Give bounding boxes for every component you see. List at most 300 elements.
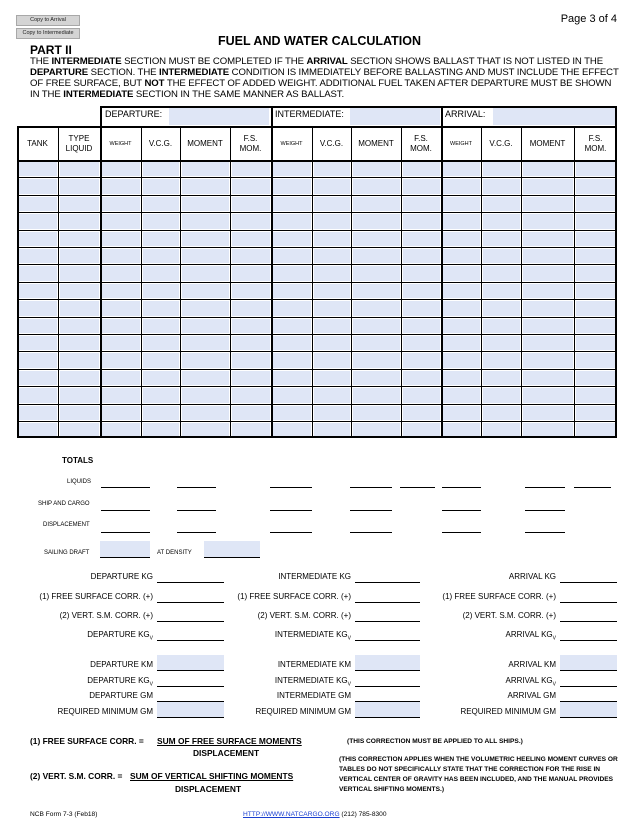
table-cell[interactable] (403, 353, 440, 367)
table-cell[interactable] (523, 388, 573, 402)
table-cell[interactable] (143, 388, 179, 402)
table-cell[interactable] (576, 319, 616, 333)
table-cell[interactable] (143, 336, 179, 350)
table-cell[interactable] (523, 162, 573, 176)
table-cell[interactable] (443, 249, 480, 263)
table-cell[interactable] (273, 406, 311, 420)
totals-field[interactable] (525, 510, 565, 511)
table-cell[interactable] (182, 319, 229, 333)
arrival-req-gm-field[interactable] (560, 717, 617, 718)
table-cell[interactable] (273, 266, 311, 280)
totals-field[interactable] (525, 532, 565, 533)
table-cell[interactable] (102, 336, 140, 350)
departure-fs-corr-field[interactable] (157, 602, 224, 603)
table-cell[interactable] (60, 301, 99, 315)
table-cell[interactable] (443, 336, 480, 350)
ship-and-cargo-label: SHIP AND CARGO (38, 501, 90, 507)
arrival-fs-corr-field[interactable] (560, 602, 617, 603)
table-cell[interactable] (403, 266, 440, 280)
column-divider (521, 126, 522, 438)
table-cell[interactable] (314, 197, 350, 211)
table-cell[interactable] (483, 162, 520, 176)
table-cell[interactable] (19, 284, 57, 298)
table-cell[interactable] (182, 388, 229, 402)
row-divider (17, 230, 617, 231)
table-cell[interactable] (60, 179, 99, 193)
table-cell[interactable] (273, 388, 311, 402)
totals-field[interactable] (574, 487, 611, 488)
table-cell[interactable] (60, 319, 99, 333)
departure-km-field[interactable] (157, 670, 224, 671)
table-cell[interactable] (523, 406, 573, 420)
departure-req-gm-input[interactable] (157, 702, 224, 717)
table-cell[interactable] (143, 353, 179, 367)
table-cell[interactable] (232, 353, 270, 367)
arrival-kgv-b-field[interactable] (560, 686, 617, 687)
table-cell[interactable] (232, 162, 270, 176)
table-cell[interactable] (232, 388, 270, 402)
table-cell[interactable] (403, 232, 440, 246)
table-cell[interactable] (523, 319, 573, 333)
table-cell[interactable] (182, 214, 229, 228)
intermediate-fs-corr-label: (1) FREE SURFACE CORR. (+) (237, 592, 351, 601)
table-cell[interactable] (483, 232, 520, 246)
table-cell[interactable] (273, 249, 311, 263)
totals-field[interactable] (101, 510, 150, 511)
totals-field[interactable] (177, 487, 216, 488)
intermediate-kg-field[interactable] (355, 582, 420, 583)
column-header-vcg: V.C.G. (148, 139, 173, 148)
table-cell[interactable] (273, 284, 311, 298)
table-border (17, 160, 617, 162)
table-cell[interactable] (353, 336, 400, 350)
table-cell[interactable] (60, 371, 99, 385)
table-cell[interactable] (443, 162, 480, 176)
table-cell[interactable] (232, 319, 270, 333)
table-cell[interactable] (576, 249, 616, 263)
table-cell[interactable] (576, 162, 616, 176)
table-cell[interactable] (232, 197, 270, 211)
table-cell[interactable] (523, 179, 573, 193)
table-cell[interactable] (353, 353, 400, 367)
table-cell[interactable] (403, 336, 440, 350)
table-cell[interactable] (353, 162, 400, 176)
table-cell[interactable] (443, 406, 480, 420)
table-cell[interactable] (443, 353, 480, 367)
table-cell[interactable] (19, 319, 57, 333)
table-cell[interactable] (182, 284, 229, 298)
table-cell[interactable] (102, 266, 140, 280)
table-cell[interactable] (483, 353, 520, 367)
arrival-kg-field[interactable] (560, 582, 617, 583)
table-cell[interactable] (102, 388, 140, 402)
table-cell[interactable] (232, 266, 270, 280)
table-cell[interactable] (19, 249, 57, 263)
arrival-km-input[interactable] (560, 655, 617, 670)
table-cell[interactable] (523, 249, 573, 263)
table-cell[interactable] (273, 319, 311, 333)
table-cell[interactable] (403, 371, 440, 385)
table-cell[interactable] (403, 406, 440, 420)
totals-field[interactable] (350, 532, 392, 533)
table-cell[interactable] (523, 353, 573, 367)
totals-field[interactable] (400, 487, 435, 488)
intermediate-req-gm-label: REQUIRED MINIMUM GM (255, 707, 351, 716)
intermediate-kg-label: INTERMEDIATE KG (278, 572, 351, 581)
table-cell[interactable] (314, 301, 350, 315)
table-cell[interactable] (576, 353, 616, 367)
table-cell[interactable] (576, 179, 616, 193)
table-cell[interactable] (483, 266, 520, 280)
table-cell[interactable] (576, 232, 616, 246)
intermediate-req-gm-field[interactable] (355, 717, 420, 718)
table-cell[interactable] (60, 232, 99, 246)
table-cell[interactable] (403, 388, 440, 402)
table-cell[interactable] (182, 197, 229, 211)
totals-field[interactable] (442, 510, 481, 511)
arrival-req-gm-input[interactable] (560, 702, 617, 717)
departure-kgv-b-label: DEPARTURE $KG_V$ (87, 676, 153, 688)
natcargo-link[interactable]: HTTP://WWW.NATCARGO.ORG (243, 811, 340, 818)
arrival-vert-corr-field[interactable] (560, 621, 617, 622)
table-cell[interactable] (182, 371, 229, 385)
totals-field[interactable] (101, 532, 150, 533)
sailing-draft-label: SAILING DRAFT (44, 550, 90, 556)
column-header-type-liquid: TYPE LIQUID (65, 134, 93, 153)
table-cell[interactable] (523, 336, 573, 350)
density-input[interactable] (204, 541, 260, 557)
table-cell[interactable] (60, 197, 99, 211)
table-cell[interactable] (182, 162, 229, 176)
table-cell[interactable] (60, 162, 99, 176)
table-cell[interactable] (60, 214, 99, 228)
table-cell[interactable] (182, 179, 229, 193)
table-cell[interactable] (273, 232, 311, 246)
table-cell[interactable] (273, 371, 311, 385)
table-cell[interactable] (353, 301, 400, 315)
table-cell[interactable] (102, 249, 140, 263)
departure-req-gm-field[interactable] (157, 717, 224, 718)
table-cell[interactable] (60, 284, 99, 298)
table-cell[interactable] (60, 353, 99, 367)
table-cell[interactable] (19, 388, 57, 402)
table-cell[interactable] (403, 319, 440, 333)
arrival-fs-corr-label: (1) FREE SURFACE CORR. (+) (442, 592, 556, 601)
table-cell[interactable] (353, 179, 400, 193)
arrival-kgv-a-field[interactable] (560, 640, 617, 641)
table-cell[interactable] (483, 249, 520, 263)
intermediate-km-field[interactable] (355, 670, 420, 671)
table-cell[interactable] (273, 214, 311, 228)
column-divider (58, 126, 59, 438)
table-cell[interactable] (102, 214, 140, 228)
table-cell[interactable] (19, 179, 57, 193)
table-cell[interactable] (483, 371, 520, 385)
table-cell[interactable] (443, 266, 480, 280)
table-cell[interactable] (483, 406, 520, 420)
table-cell[interactable] (483, 301, 520, 315)
intermediate-kgv-b-field[interactable] (355, 686, 420, 687)
table-cell[interactable] (314, 162, 350, 176)
table-cell[interactable] (60, 266, 99, 280)
arrival-km-label: ARRIVAL KM (508, 660, 556, 669)
column-header-vcg: V.C.G. (319, 139, 344, 148)
table-cell[interactable] (314, 266, 350, 280)
table-cell[interactable] (232, 232, 270, 246)
arrival-km-field[interactable] (560, 670, 617, 671)
table-cell[interactable] (143, 301, 179, 315)
row-divider (17, 282, 617, 283)
table-cell[interactable] (60, 388, 99, 402)
totals-field[interactable] (270, 532, 312, 533)
table-cell[interactable] (523, 284, 573, 298)
table-cell[interactable] (483, 388, 520, 402)
table-cell[interactable] (523, 301, 573, 315)
table-cell[interactable] (353, 371, 400, 385)
intermediate-vert-corr-field[interactable] (355, 621, 420, 622)
table-cell[interactable] (232, 371, 270, 385)
table-cell[interactable] (143, 319, 179, 333)
table-cell[interactable] (523, 197, 573, 211)
copy-to-intermediate-button[interactable]: Copy to Intermediate (16, 28, 80, 39)
departure-gm-label: DEPARTURE GM (89, 691, 153, 700)
table-cell[interactable] (232, 284, 270, 298)
table-cell[interactable] (483, 319, 520, 333)
table-cell[interactable] (182, 301, 229, 315)
table-cell[interactable] (353, 249, 400, 263)
table-cell[interactable] (102, 284, 140, 298)
table-cell[interactable] (102, 179, 140, 193)
table-cell[interactable] (143, 179, 179, 193)
sailing-draft-input[interactable] (100, 541, 150, 557)
table-cell[interactable] (182, 353, 229, 367)
table-cell[interactable] (182, 406, 229, 420)
arrival-kgv-b-label: ARRIVAL $KG_V$ (505, 676, 556, 688)
table-cell[interactable] (403, 162, 440, 176)
departure-kgv-b-field[interactable] (157, 686, 224, 687)
table-cell[interactable] (143, 406, 179, 420)
table-cell[interactable] (314, 179, 350, 193)
intermediate-req-gm-input[interactable] (355, 702, 420, 717)
table-cell[interactable] (102, 371, 140, 385)
table-cell[interactable] (143, 284, 179, 298)
table-cell[interactable] (273, 336, 311, 350)
row-divider (17, 369, 617, 370)
row-divider (17, 299, 617, 300)
table-cell[interactable] (576, 301, 616, 315)
table-cell[interactable] (483, 284, 520, 298)
departure-vert-corr-label: (2) VERT. S.M. CORR. (+) (59, 611, 153, 620)
column-header-fs-mom: F.S. MOM. (239, 134, 262, 153)
intermediate-vert-corr-label: (2) VERT. S.M. CORR. (+) (257, 611, 351, 620)
totals-field[interactable] (270, 510, 312, 511)
table-cell[interactable] (353, 388, 400, 402)
table-cell[interactable] (143, 371, 179, 385)
intermediate-fs-corr-field[interactable] (355, 602, 420, 603)
arrival-kg-label: ARRIVAL KG (508, 572, 556, 581)
table-cell[interactable] (19, 336, 57, 350)
table-cell[interactable] (523, 371, 573, 385)
table-cell[interactable] (576, 284, 616, 298)
table-cell[interactable] (19, 266, 57, 280)
arrival-input[interactable] (493, 107, 616, 125)
table-cell[interactable] (523, 266, 573, 280)
table-cell[interactable] (314, 284, 350, 298)
departure-input[interactable] (169, 107, 269, 125)
table-cell[interactable] (443, 284, 480, 298)
table-cell[interactable] (19, 197, 57, 211)
table-cell[interactable] (443, 232, 480, 246)
totals-field[interactable] (101, 487, 150, 488)
table-cell[interactable] (143, 266, 179, 280)
totals-field[interactable] (350, 510, 392, 511)
table-cell[interactable] (576, 388, 616, 402)
table-cell[interactable] (576, 266, 616, 280)
departure-km-input[interactable] (157, 655, 224, 670)
table-cell[interactable] (443, 179, 480, 193)
table-cell[interactable] (403, 179, 440, 193)
table-cell[interactable] (576, 197, 616, 211)
intermediate-input[interactable] (350, 107, 440, 125)
table-cell[interactable] (443, 197, 480, 211)
table-cell[interactable] (60, 249, 99, 263)
departure-kgv-a-field[interactable] (157, 640, 224, 641)
table-cell[interactable] (403, 197, 440, 211)
table-cell[interactable] (182, 232, 229, 246)
table-cell[interactable] (353, 319, 400, 333)
departure-kg-field[interactable] (157, 582, 224, 583)
column-divider (574, 126, 575, 438)
table-cell[interactable] (273, 197, 311, 211)
table-cell[interactable] (314, 406, 350, 420)
table-cell[interactable] (60, 406, 99, 420)
table-cell[interactable] (19, 162, 57, 176)
intermediate-kgv-a-field[interactable] (355, 640, 420, 641)
table-cell[interactable] (60, 336, 99, 350)
table-cell[interactable] (232, 406, 270, 420)
table-cell[interactable] (353, 406, 400, 420)
table-cell[interactable] (273, 179, 311, 193)
table-cell[interactable] (314, 353, 350, 367)
table-cell[interactable] (483, 197, 520, 211)
table-cell[interactable] (403, 249, 440, 263)
table-cell[interactable] (102, 162, 140, 176)
column-divider (230, 126, 231, 438)
table-cell[interactable] (314, 232, 350, 246)
table-cell[interactable] (273, 353, 311, 367)
table-cell[interactable] (576, 371, 616, 385)
table-cell[interactable] (102, 301, 140, 315)
table-cell[interactable] (182, 336, 229, 350)
table-cell[interactable] (353, 232, 400, 246)
totals-field[interactable] (270, 487, 312, 488)
table-cell[interactable] (353, 197, 400, 211)
column-header-vcg: V.C.G. (489, 139, 513, 148)
table-cell[interactable] (102, 353, 140, 367)
table-cell[interactable] (232, 301, 270, 315)
table-cell[interactable] (19, 214, 57, 228)
table-cell[interactable] (102, 406, 140, 420)
table-cell[interactable] (523, 214, 573, 228)
table-cell[interactable] (443, 214, 480, 228)
table-cell[interactable] (483, 214, 520, 228)
table-cell[interactable] (19, 301, 57, 315)
table-cell[interactable] (403, 284, 440, 298)
vertical-sm-formula-label: (2) VERT. S.M. CORR. = (30, 771, 123, 781)
table-cell[interactable] (314, 249, 350, 263)
table-cell[interactable] (314, 388, 350, 402)
table-cell[interactable] (353, 284, 400, 298)
departure-vert-corr-field[interactable] (157, 621, 224, 622)
table-cell[interactable] (273, 162, 311, 176)
table-cell[interactable] (314, 336, 350, 350)
arrival-vert-corr-label: (2) VERT. S.M. CORR. (+) (462, 611, 556, 620)
table-cell[interactable] (143, 232, 179, 246)
table-cell[interactable] (182, 249, 229, 263)
displacement-label: DISPLACEMENT (43, 522, 90, 528)
intermediate-km-input[interactable] (355, 655, 420, 670)
totals-field[interactable] (525, 487, 565, 488)
table-cell[interactable] (273, 301, 311, 315)
table-cell[interactable] (576, 406, 616, 420)
table-cell[interactable] (353, 266, 400, 280)
arrival-gm-label: ARRIVAL GM (507, 691, 556, 700)
totals-field[interactable] (350, 487, 392, 488)
totals-field[interactable] (442, 532, 481, 533)
table-cell[interactable] (314, 214, 350, 228)
table-cell[interactable] (443, 371, 480, 385)
page-number: Page 3 of 4 (560, 13, 617, 25)
table-cell[interactable] (19, 353, 57, 367)
table-cell[interactable] (232, 249, 270, 263)
table-cell[interactable] (523, 232, 573, 246)
table-cell[interactable] (102, 197, 140, 211)
table-cell[interactable] (19, 232, 57, 246)
table-cell[interactable] (143, 249, 179, 263)
departure-fs-corr-label: (1) FREE SURFACE CORR. (+) (39, 592, 153, 601)
table-cell[interactable] (143, 214, 179, 228)
totals-field[interactable] (177, 510, 216, 511)
table-cell[interactable] (232, 214, 270, 228)
vertical-sm-note: (THIS CORRECTION APPLIES WHEN THE VOLUMETRIC HEELING MOMENT CURVES OR TABLES DO NOT SPECIFICALLY STATE THAT THE CORRECTION FOR THE RISE IN VERTICAL CENTER OF GRAVITY HAS BEEN INCLUDED, AND THE MANUAL PROVIDES VERTICAL SHIFTING MOMENTS.) (339, 756, 618, 793)
table-cell[interactable] (443, 388, 480, 402)
table-cell[interactable] (483, 179, 520, 193)
totals-field[interactable] (177, 532, 216, 533)
table-cell[interactable] (443, 319, 480, 333)
totals-field[interactable] (442, 487, 481, 488)
table-cell[interactable] (19, 371, 57, 385)
table-cell[interactable] (232, 336, 270, 350)
table-cell[interactable] (353, 214, 400, 228)
table-cell[interactable] (403, 301, 440, 315)
table-cell[interactable] (182, 266, 229, 280)
row-divider (17, 195, 617, 196)
table-cell[interactable] (576, 336, 616, 350)
copy-to-arrival-button[interactable]: Copy to Arrival (16, 15, 80, 26)
table-cell[interactable] (232, 179, 270, 193)
table-cell[interactable] (483, 336, 520, 350)
table-cell[interactable] (403, 214, 440, 228)
table-cell[interactable] (314, 319, 350, 333)
table-cell[interactable] (102, 319, 140, 333)
table-cell[interactable] (102, 232, 140, 246)
table-cell[interactable] (576, 214, 616, 228)
table-cell[interactable] (19, 406, 57, 420)
table-cell[interactable] (143, 162, 179, 176)
table-cell[interactable] (314, 371, 350, 385)
table-cell[interactable] (443, 301, 480, 315)
table-cell[interactable] (143, 197, 179, 211)
